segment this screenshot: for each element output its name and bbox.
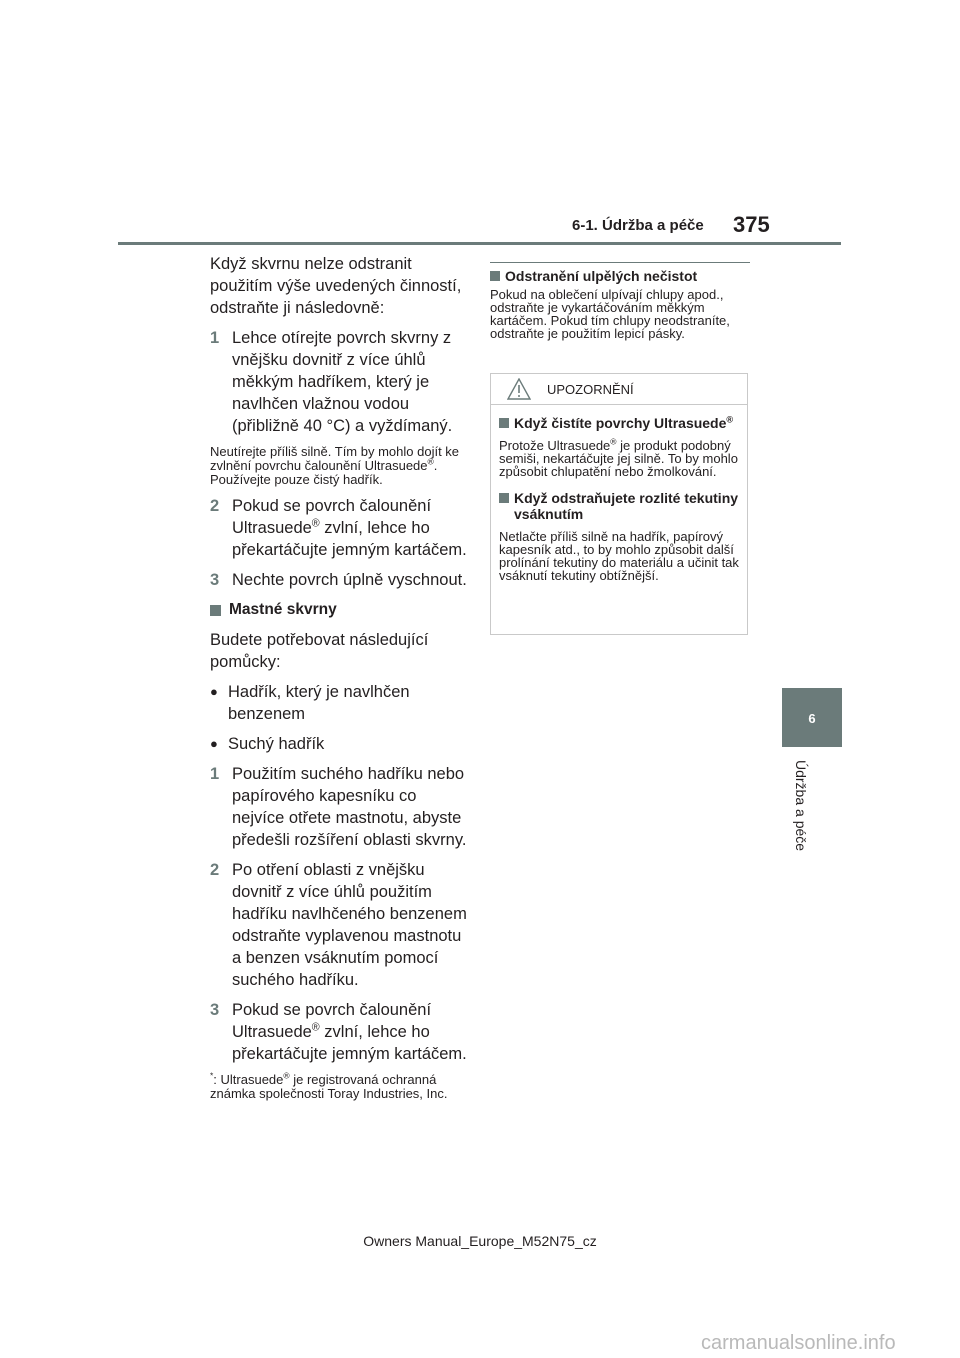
warning-title: UPOZORNĚNÍ xyxy=(547,381,634,397)
footnote-mark: * xyxy=(210,1070,214,1081)
step-a-1 xyxy=(210,327,472,437)
step-number: 1 xyxy=(210,765,220,783)
step-number: 2 xyxy=(210,497,220,515)
step-text: Po otření oblasti z vnějšku dovnitř z více úhlů použitím hadříku navlhčeného benzenem odstraňte vyplavenou mastnotu a benzen vsáknutím pomocí suchého hadříku. xyxy=(232,861,467,989)
warning-body xyxy=(491,405,747,582)
info-heading xyxy=(490,268,750,284)
list-item-text: Suchý hadřík xyxy=(228,735,325,753)
step-number: 1 xyxy=(210,329,220,347)
registered-mark: ® xyxy=(311,1021,320,1034)
registered-mark: ® xyxy=(283,1070,290,1081)
step-number: 2 xyxy=(210,861,220,879)
list-item xyxy=(210,733,472,755)
square-bullet-icon xyxy=(499,493,509,503)
step-number: 3 xyxy=(210,571,220,589)
list-item xyxy=(210,681,472,725)
footer-text: Owners Manual_Europe_M52N75_cz xyxy=(363,1233,597,1249)
step-text-part: zvlní, lehce ho překartáčujte jemným kartáčem. xyxy=(232,1023,467,1063)
step-text: Nechte povrch úplně vyschnout. xyxy=(232,571,467,589)
warning-heading-part: Když čistíte povrchy Ultrasuede xyxy=(514,415,727,431)
warning-heading-text xyxy=(514,415,733,431)
footnote-text-1: : Ultrasuede xyxy=(213,1072,284,1087)
square-bullet-icon xyxy=(490,271,500,281)
step-a-3 xyxy=(210,569,472,591)
registered-mark: ® xyxy=(427,456,434,467)
heading-text: Mastné skvrny xyxy=(229,601,337,618)
warning-text-part: Protože Ultrasuede xyxy=(499,438,611,453)
step-text-part: Pokud se povrch čalounění Ultrasuede xyxy=(232,497,432,537)
list-item-text: Hadřík, který je navlhčen benzenem xyxy=(228,683,410,723)
heading-grease-stains xyxy=(210,599,472,621)
warning-heading-2 xyxy=(499,490,739,522)
registered-mark: ® xyxy=(311,517,320,530)
step-text-part: zvlní, lehce ho překartáčujte jemným kartáčem. xyxy=(232,519,467,559)
warning-text-1 xyxy=(499,436,739,479)
warning-triangle-icon xyxy=(507,378,531,400)
step-text: Použitím suchého hadříku nebo papírového kapesníku co nejvíce otřete mastnotu, abyste předešli rozšíření oblasti skvrny. xyxy=(232,765,467,849)
step-b-3 xyxy=(210,999,472,1065)
warning-box xyxy=(490,373,748,635)
bullet-dot-icon: ● xyxy=(210,736,218,751)
chapter-tab: 6 xyxy=(782,688,842,747)
step-number: 3 xyxy=(210,1001,220,1019)
square-bullet-icon xyxy=(499,418,509,428)
need-paragraph: Budete potřebovat následující pomůcky: xyxy=(210,631,429,671)
square-bullet-icon xyxy=(210,605,221,616)
info-text: Pokud na oblečení ulpívají chlupy apod., odstraňte je vykartáčováním měkkým kartáčem. Pokud tím chlupy neodstraníte, odstraňte je použitím lepicí pásky. xyxy=(490,287,730,341)
info-block xyxy=(490,262,750,340)
page-number: 375 xyxy=(733,212,770,237)
right-column xyxy=(490,262,750,340)
warning-text-2: Netlačte příliš silně na hadřík, papírový kapesník atd., to by mohlo způsobit další prolínání tekutiny do materiálu a učinit tak vsáknutí tekutiny obtížnější. xyxy=(499,529,739,583)
footnote-text-2: je registrovaná ochranná známka společnosti Toray Industries, Inc. xyxy=(210,1072,448,1101)
warning-heading-text: Když odstraňujete rozlité tekutiny vsáknutím xyxy=(514,490,739,522)
step-text-part: Pokud se povrch čalounění Ultrasuede xyxy=(232,1001,432,1041)
intro-paragraph: Když skvrnu nelze odstranit použitím výše uvedených činností, odstraňte ji následovně: xyxy=(210,255,462,317)
chapter-side-label xyxy=(781,760,821,860)
section-title: 6-1. Údržba a péče xyxy=(572,217,704,234)
step-b-1 xyxy=(210,763,472,851)
header-rule xyxy=(118,242,841,245)
watermark: carmanualsonline.info xyxy=(701,1332,896,1354)
step-b-2 xyxy=(210,859,472,991)
warning-heading-1 xyxy=(499,415,739,431)
step-a-2 xyxy=(210,495,472,561)
info-heading-text: Odstranění ulpělých nečistot xyxy=(505,268,698,284)
note-text-1: Neutírejte příliš silně. Tím by mohlo dojít ke zvlnění povrchu čalounění Ultrasuede xyxy=(210,444,460,473)
note-text-2: . Používejte pouze čistý hadřík. xyxy=(210,458,438,487)
registered-mark: ® xyxy=(610,436,617,447)
footnote xyxy=(210,1070,472,1101)
step-text: Lehce otírejte povrch skvrny z vnějšku dovnitř z více úhlů měkkým hadříkem, který je navlhčen vlažnou vodou (přibližně 40 °C) a vyždímaný. xyxy=(232,329,453,435)
left-column xyxy=(210,253,472,1101)
bullet-dot-icon: ● xyxy=(210,684,218,699)
warning-header xyxy=(491,374,747,405)
note-paragraph xyxy=(210,445,472,487)
registered-mark: ® xyxy=(726,414,734,425)
chapter-label-text: Údržba a péče xyxy=(793,760,809,852)
warning-text-part: je produkt podobný semiši, nekartáčujte jej silně. To by mohlo způsobit chlupatění nebo žmolkování. xyxy=(499,438,738,479)
step-text xyxy=(232,999,472,1065)
step-text xyxy=(232,495,472,561)
